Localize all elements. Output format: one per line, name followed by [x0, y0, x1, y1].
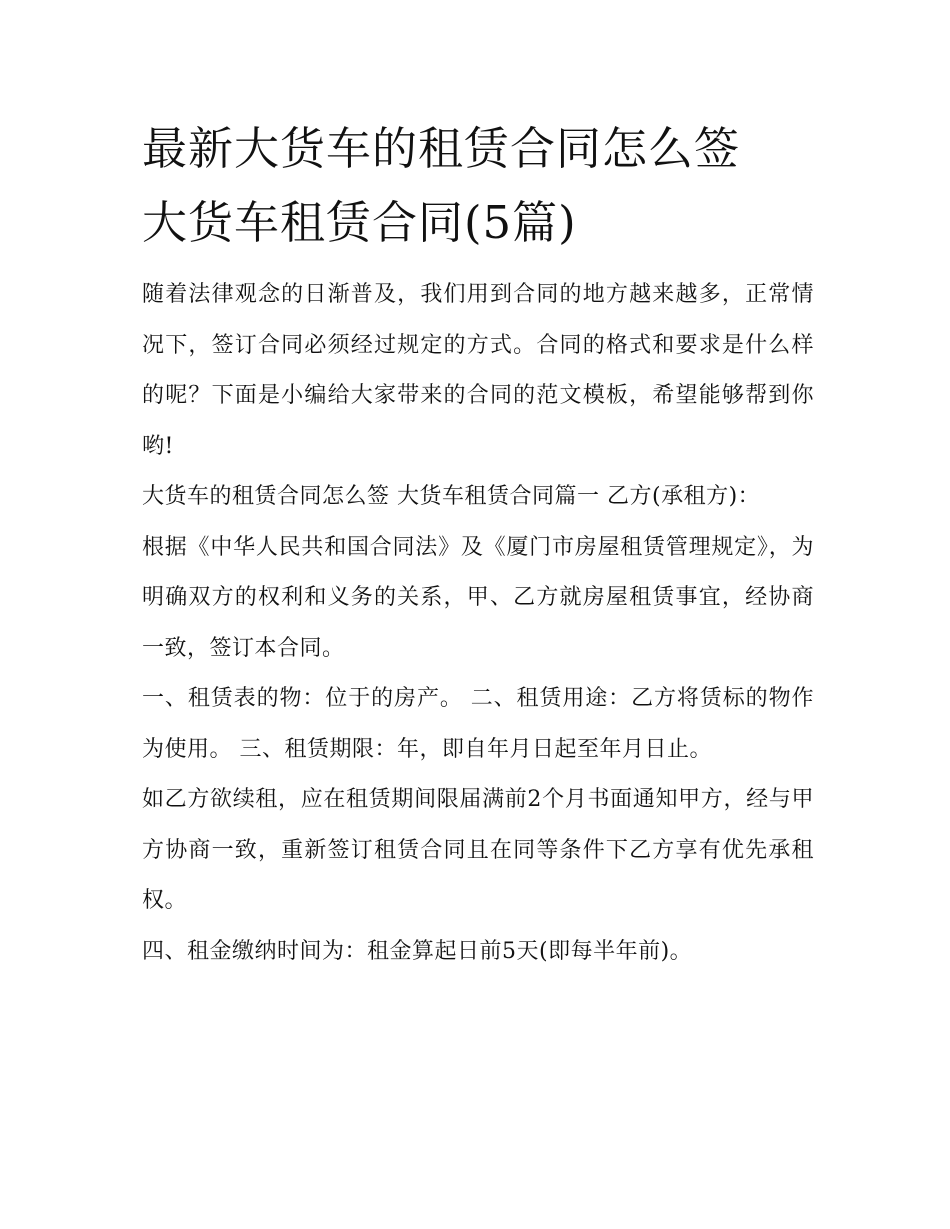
paragraph-legal-basis: 根据《中华人民共和国合同法》及《厦门市房屋租赁管理规定》，为明确双方的权利和义务的关系，甲、乙方就房屋租赁事宜，经协商一致，签订本合同。: [142, 534, 814, 661]
paragraph-renewal: 如乙方欲续租，应在租赁期间限届满前2个月书面通知甲方，经与甲方协商一致，重新签订租赁合同且在同等条件下乙方享有优先承租权。: [142, 787, 814, 913]
document-content: [142, 112, 814, 977]
document-title: [142, 112, 814, 260]
paragraph-intro: 随着法律观念的日渐普及，我们用到合同的地方越来越多，正常情况下，签订合同必须经过规定的方式。合同的格式和要求是什么样的呢？下面是小编给大家带来的合同的范文模板，希望能够帮到你哟!: [142, 282, 814, 459]
title-line-2: 大货车租赁合同(5篇): [142, 196, 577, 249]
paragraph-clauses-1-3: 一、租赁表的物：位于的房产。 二、租赁用途：乙方将赁标的物作为使用。 三、租赁期限：年，即自年月日起至年月日止。: [142, 686, 814, 762]
paragraph-contract-heading: 大货车的租赁合同怎么签 大货车租赁合同篇一 乙方(承租方)：: [142, 484, 761, 509]
document-body: [142, 270, 814, 977]
title-line-1: 最新大货车的租赁合同怎么签: [142, 122, 741, 175]
paragraph-clause-4: 四、租金缴纳时间为：租金算起日前5天(即每半年前)。: [142, 938, 693, 964]
